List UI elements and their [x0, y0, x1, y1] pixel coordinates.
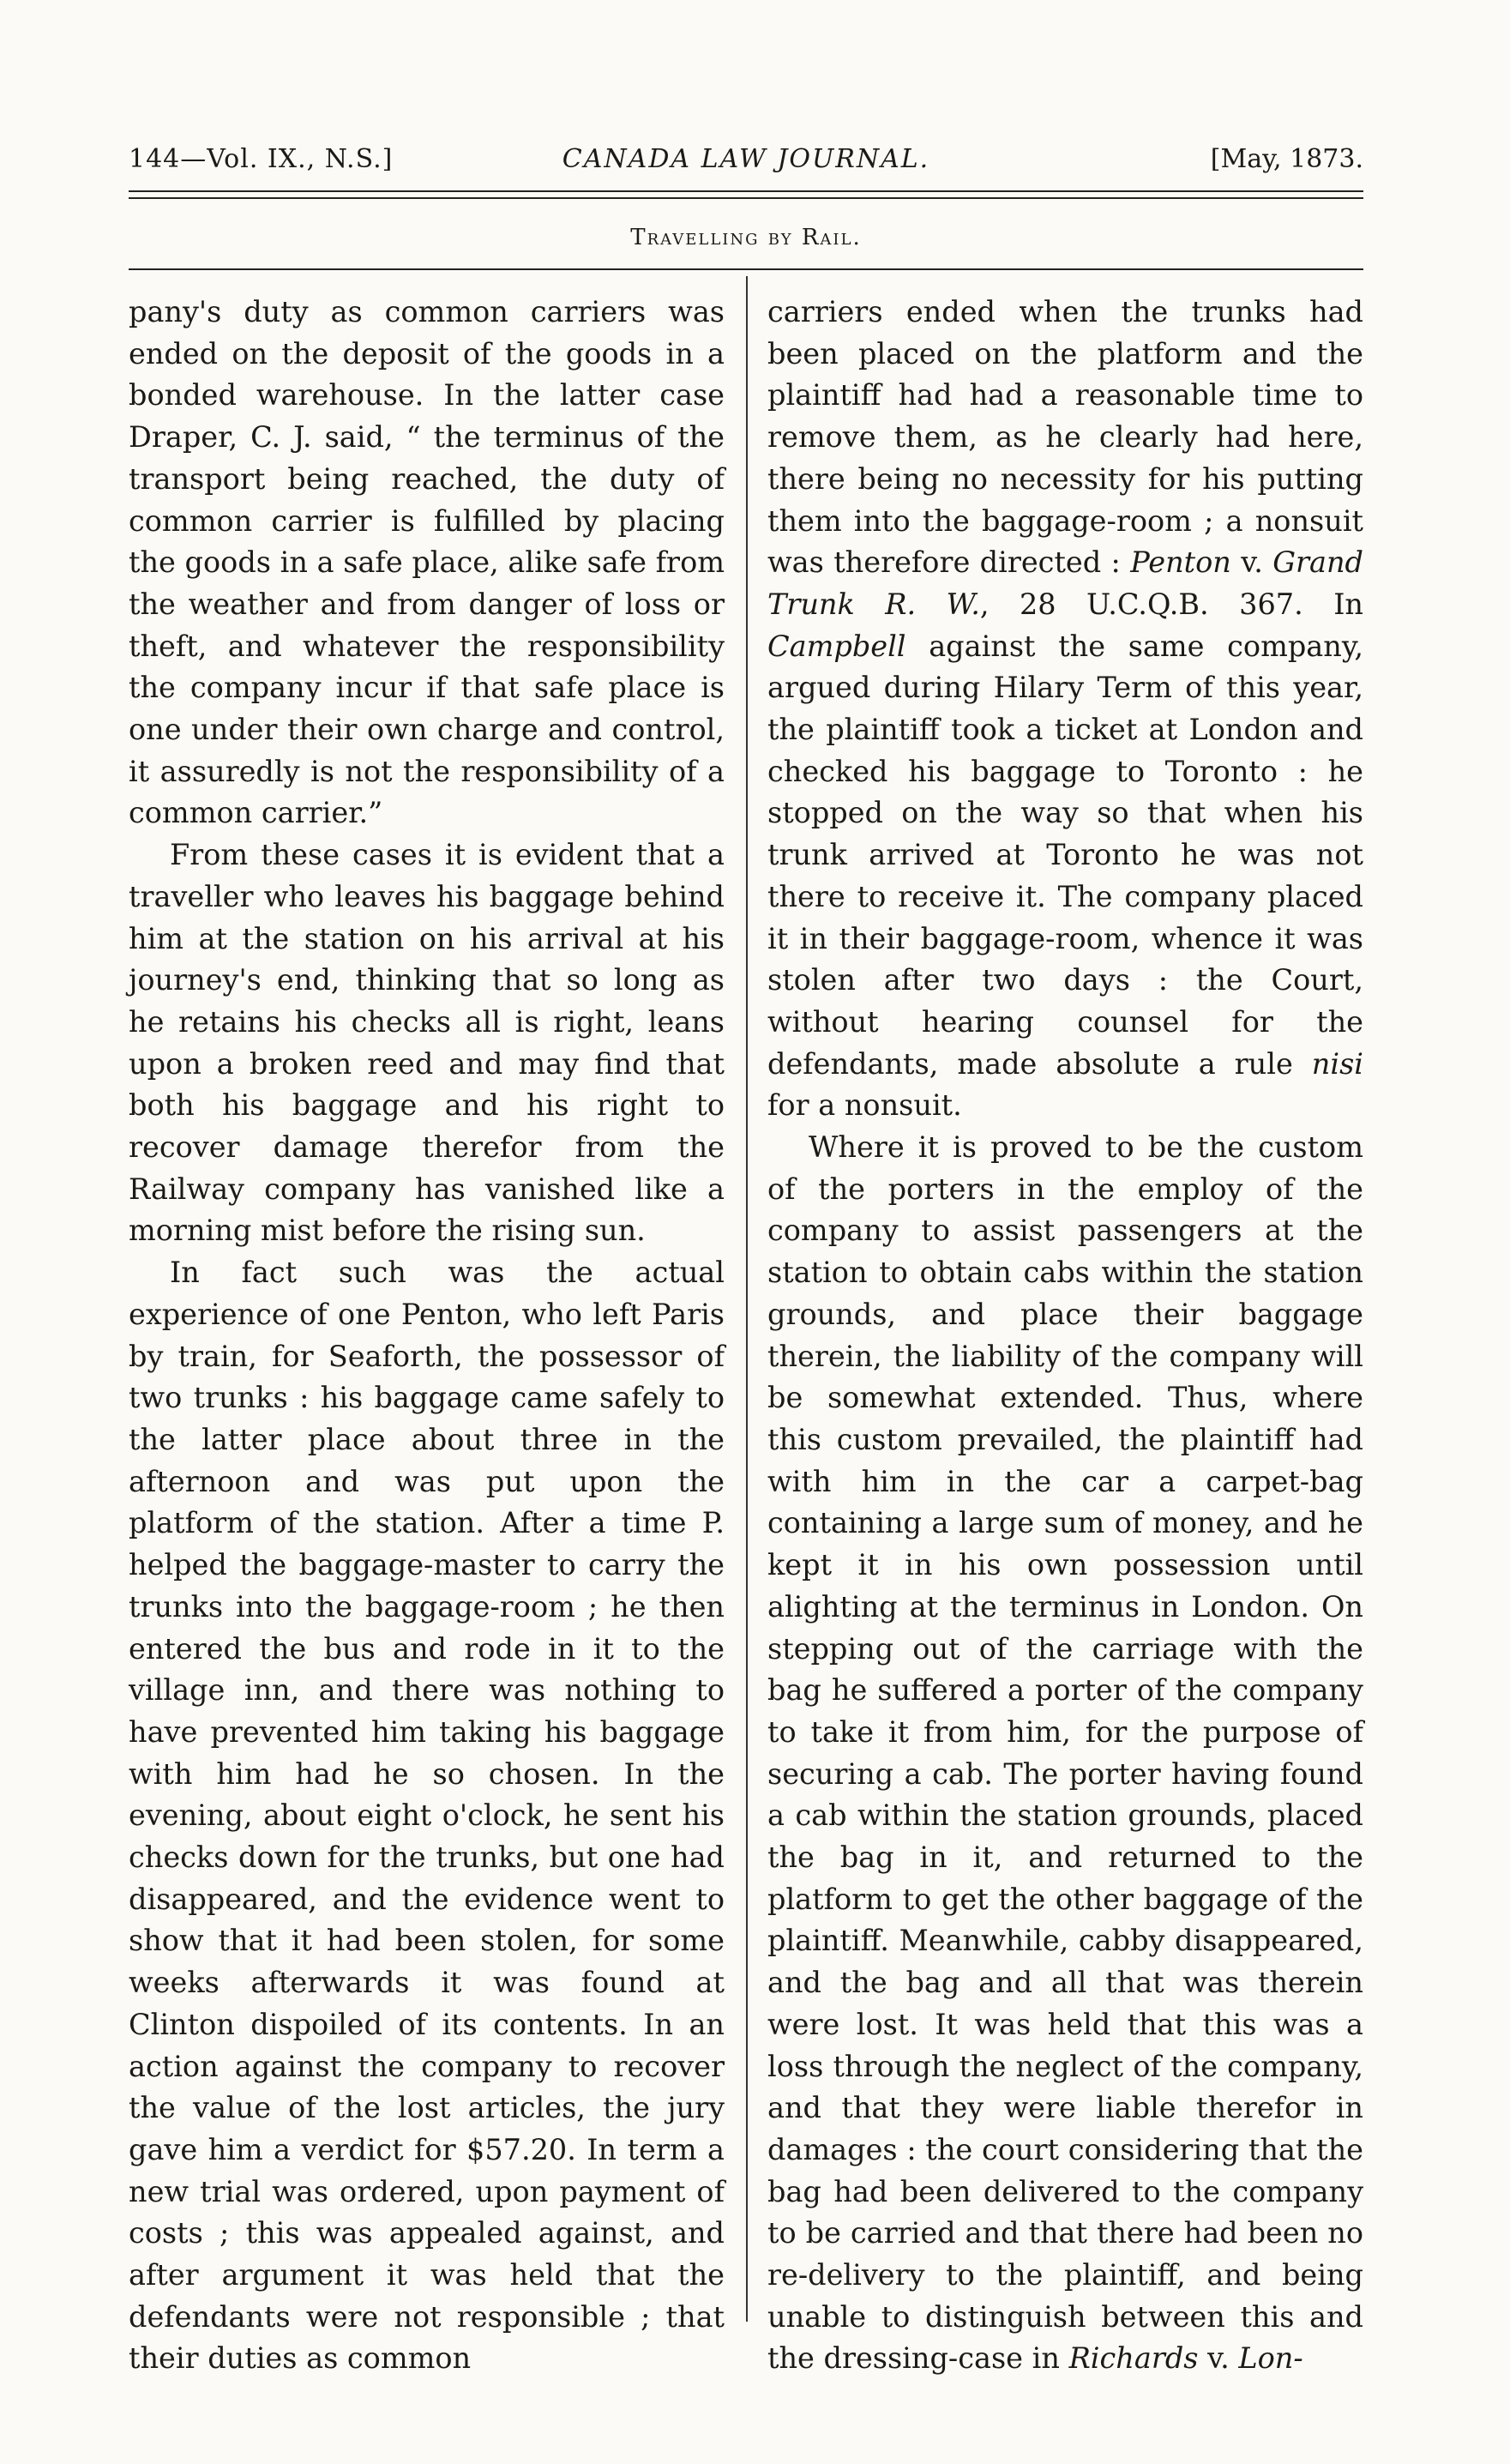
right-column [767, 292, 1363, 2380]
header-double-rule [129, 190, 1363, 199]
text-run: v. [1198, 2341, 1239, 2376]
issue-date: [May, 1873. [1210, 144, 1363, 174]
page-volume: 144—Vol. IX., N.S.] [129, 144, 394, 174]
text-run: carriers ended when the trunks had been placed on the platform and the plaintiff had had a reasonable time to remove them, as he clearly had here, there being no necessity for his putting them into the baggage-room ; a nonsuit was therefore directed : [767, 295, 1363, 580]
left-paragraph-3: In fact such was the actual experience of one Penton, who left Paris by train, for Seaforth, the possessor of two trunks : his baggage came safely to the latter place about three in the afternoon and was put upon the platform of the station. After a time P. helped the baggage-master to carry the trunks into the baggage-room ; he then entered the bus and rode in it to the village inn, and there was nothing to have prevented him taking his baggage with him had he so chosen. In the evening, about eight o'clock, he sent his checks down for the trunks, but one had disappeared, and the evidence went to show that it had been stolen, for some weeks afterwards it was found at Clinton dispoiled of its contents. In an action against the company to recover the value of the lost articles, the jury gave him a verdict for $57.20. In term a new trial was ordered, upon payment of costs ; this was appealed against, and after argument it was held that the defendants were not responsible ; that their duties as common [129, 1256, 725, 2376]
text-run: against the same company, argued during Hilary Term of this year, the plaintiff took a ticket at London and checked his baggage to Toronto : he stopped on the way so that when his trunk arrived at Toronto he was not there to receive it. The company placed it in their baggage-room, whence it was stolen after two days : the Court, without hearing counsel for the defendants, made absolute a rule [767, 629, 1363, 1081]
case-name-penton: Penton [1130, 545, 1231, 580]
section-title: Travelling by Rail. [630, 225, 862, 250]
right-paragraph-1 [767, 292, 1363, 1127]
term-nisi: nisi [1311, 1046, 1363, 1081]
journal-title: CANADA LAW JOURNAL. [562, 144, 930, 174]
case-name-grand-trunk: Grand Trunk R. W. [767, 545, 1363, 621]
case-name-london: Lon- [1238, 2341, 1303, 2376]
text-run: , 28 U.C.Q.B. 367. In [979, 587, 1363, 621]
text-run: v. [1230, 545, 1273, 580]
left-paragraph-1: pany's duty as common carriers was ended on the deposit of the goods in a bonded warehouse. In the latter case Draper, C. J. said, “ the terminus of the transport being reached, the duty of common carrier is fulfilled by placing the goods in a safe place, alike safe from the weather and from danger of loss or theft, and whatever the responsibility the company incur if that safe place is one under their own charge and control, it assuredly is not the responsibility of a common carrier.” [129, 295, 725, 830]
case-name-richards: Richards [1068, 2341, 1199, 2376]
section-rule [129, 268, 1363, 270]
left-paragraph-2: From these cases it is evident that a traveller who leaves his baggage behind him at the station on his arrival at his journey's end, thinking that so long as he retains his checks all is right, leans upon a broken reed and may find that both his baggage and his right to recover damage therefor from the Railway company has vanished like a morning mist before the rising sun. [129, 838, 725, 1248]
text-run: Where it is proved to be the custom of the porters in the employ of the company to assist passengers at the station to obtain cabs within the station grounds, and place their baggage therein, the liability of the company will be somewhat extended. Thus, where this custom prevailed, the plaintiff had with him in the car a carpet-bag containing a large sum of money, and he kept it in his own possession until alighting at the terminus in London. On stepping out of the carriage with the bag he suffered a porter of the company to take it from him, for the purpose of securing a cab. The porter having found a cab within the station grounds, placed the bag in it, and returned to the platform to get the other baggage of the plaintiff. Meanwhile, cabby disappeared, and the bag and all that was therein were lost. It was held that this was a loss through the neglect of the company, and that they were liable therefor in damages : the court considering that the bag had been delivered to the company to be carried and that there had been no re-delivery to the plaintiff, and being unable to distinguish between this and the dressing-case in [767, 1130, 1363, 2376]
column-divider [746, 276, 748, 2322]
text-run: for a nonsuit. [767, 1088, 962, 1123]
left-column [129, 292, 725, 2380]
running-header [129, 137, 1363, 180]
case-name-campbell: Campbell [767, 629, 906, 663]
right-paragraph-2 [767, 1127, 1363, 2380]
